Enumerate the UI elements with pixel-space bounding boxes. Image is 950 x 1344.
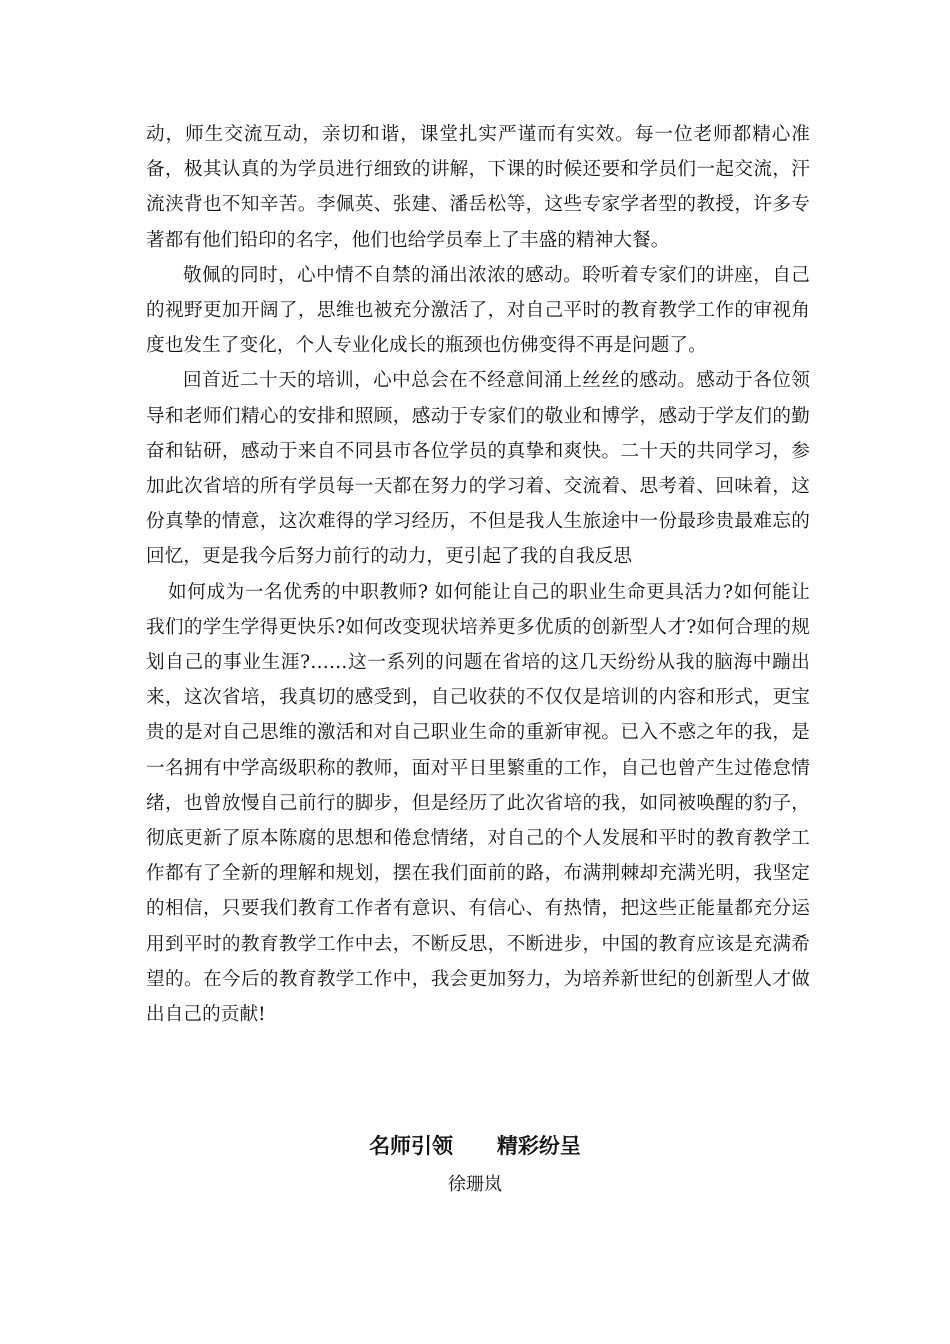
section-title: 名师引领 精彩纷呈 [369,1134,581,1158]
paragraph-continued: 动，师生交流互动，亲切和谐，课堂扎实严谨而有实效。每一位老师都精心准备，极其认真的为学员进行细致的讲解，下课的时候还要和学员们一起交流，汗流浃背也不知辛苦。李佩英、张建、潘岳松等，这些专家学者型的教授，许多专著都有他们铅印的名字，他们也给学员奉上了丰盛的精神大餐。 [146,124,810,251]
paragraph-review: 回首近二十天的培训，心中总会在不经意间涌上丝丝的感动。感动于各位领导和老师们精心的安排和照顾，感动于专家们的敬业和博学，感动于学友们的勤奋和钻研，感动于来自不同县市各位学员的真挚和爽快。二十天的共同学习，参加此次省培的所有学员每一天都在努力的学习着、交流着、思考着、回味着，这份真挚的情意，这次难得的学习经历，不但是我人生旅途中一份最珍贵最难忘的回忆，更是我今后努力前行的动力，更引起了我的自我反思 [146,370,810,568]
paragraph-reflection: 如何成为一名优秀的中职教师? 如何能让自己的职业生命更具活力?如何能让我们的学生学得更快乐?如何改变现状培养更多优质的创新型人才?如何合理的规划自己的事业生涯?……这一系列的问题在省培的这几天纷纷从我的脑海中蹦出来，这次省培，我真切的感受到，自己收获的不仅仅是培训的内容和形式，更宝贵的是对自己思维的激活和对自己职业生命的重新审视。已入不惑之年的我，是一名拥有中学高级职称的教师，面对平日里繁重的工作，自己也曾产生过倦怠情绪，也曾放慢自己前行的脚步，但是经历了此次省培的我，如同被唤醒的豹子，彻底更新了原本陈腐的思想和倦怠情绪，对自己的个人发展和平时的教育教学工作都有了全新的理解和规划，摆在我们面前的路，布满荆棘却充满光明，我坚定的相信，只要我们教育工作者有意识、有信心、有热情，把这些正能量都充分运用到平时的教育教学工作中去，不断反思，不断进步，中国的教育应该是充满希望的。在今后的教育教学工作中，我会更加努力，为培养新世纪的创新型人才做出自己的贡献! [146,581,810,1026]
paragraph-admiration: 敬佩的同时，心中情不自禁的涌出浓浓的感动。聆听着专家们的讲座，自己的视野更加开阔了，思维也被充分激活了，对自己平时的教育教学工作的审视角度也发生了变化，个人专业化成长的瓶颈也仿佛变得不再是问题了。 [146,264,810,357]
author-name: 徐珊岚 [448,1174,502,1195]
article-body [146,117,810,1032]
